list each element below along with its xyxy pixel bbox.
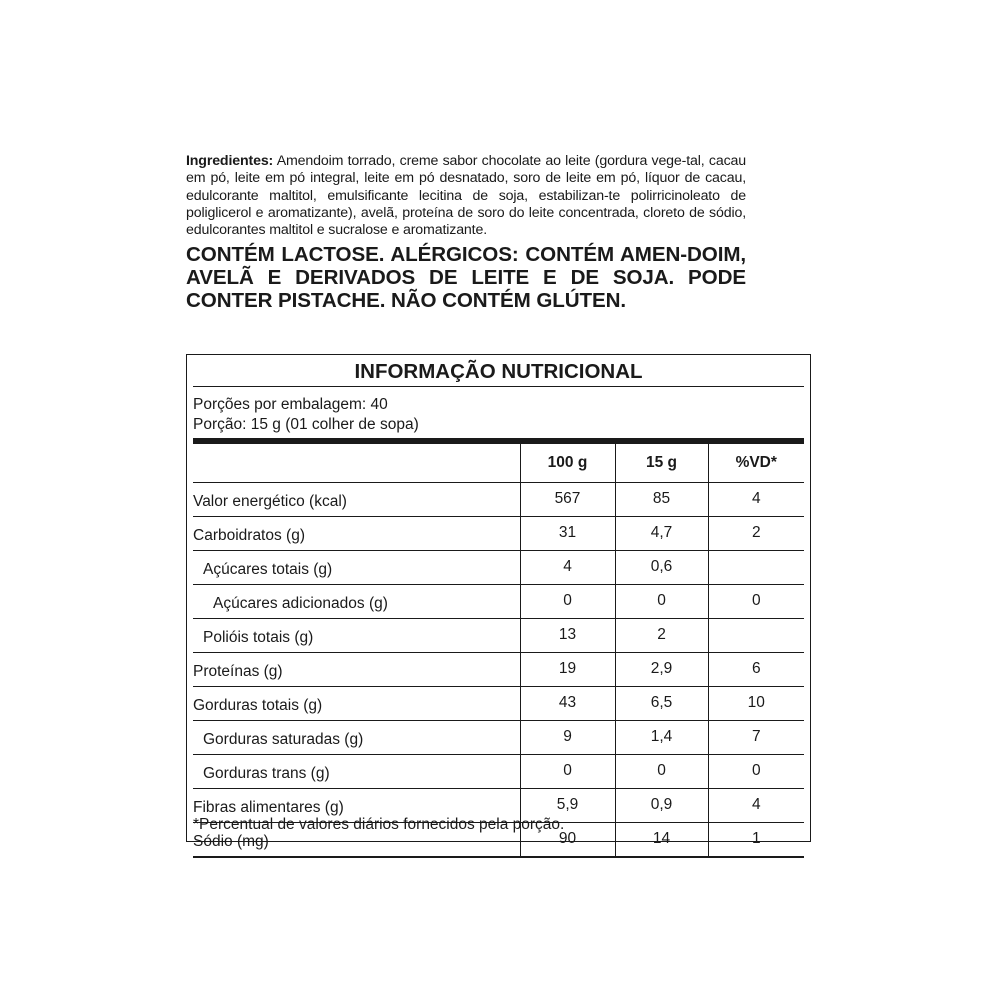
ingredients-block xyxy=(186,153,746,312)
value-daily-percent xyxy=(708,619,804,653)
ingredients-list: Amendoim torrado, creme sabor chocolate ao leite (gordura vege-tal, cacau em pó, leite em pó integral, leite em pó desnatado, soro de leite em pó, líquor de cacau, edulcorante maltitol, emulsificante lecitina de soja, estabilizan-te polirricinoleato de poliglicerol e aromatizante), avelã, proteína de soro do leite concentrada, cloreto de sódio, edulcorantes maltitol e sucralose e aromatizante. xyxy=(186,153,746,239)
value-per-serving: 14 xyxy=(615,823,708,858)
nutrition-title: INFORMAÇÃO NUTRICIONAL xyxy=(193,355,804,387)
nutrition-facts-panel xyxy=(186,354,811,850)
value-per-100g: 5,9 xyxy=(520,789,615,823)
nutrient-label: Carboidratos (g) xyxy=(193,517,520,551)
nutrient-label: Sódio (mg) xyxy=(193,823,520,858)
nutrient-label: Açúcares totais (g) xyxy=(193,551,520,585)
servings-per-package: Porções por embalagem: 40 xyxy=(193,396,388,413)
value-per-100g: 9 xyxy=(520,721,615,755)
ingredients-label: Ingredientes: xyxy=(186,153,274,169)
value-daily-percent: 4 xyxy=(708,483,804,517)
value-daily-percent: 0 xyxy=(708,585,804,619)
value-per-serving: 2,9 xyxy=(615,653,708,687)
serving-info xyxy=(193,395,419,435)
nutrition-table-body xyxy=(193,483,804,858)
value-per-100g: 567 xyxy=(520,483,615,517)
nutrient-label: Fibras alimentares (g) xyxy=(193,789,520,823)
value-daily-percent: 2 xyxy=(708,517,804,551)
table-row xyxy=(193,551,804,585)
table-row xyxy=(193,585,804,619)
header-daily-value: %VD* xyxy=(708,444,804,483)
nutrient-label: Açúcares adicionados (g) xyxy=(193,585,520,619)
nutrient-label: Polióis totais (g) xyxy=(193,619,520,653)
value-daily-percent: 1 xyxy=(708,823,804,858)
value-per-serving: 0,6 xyxy=(615,551,708,585)
value-per-100g: 0 xyxy=(520,755,615,789)
value-per-serving: 6,5 xyxy=(615,687,708,721)
table-row xyxy=(193,721,804,755)
value-per-100g: 13 xyxy=(520,619,615,653)
value-per-100g: 0 xyxy=(520,585,615,619)
header-per-100g: 100 g xyxy=(520,444,615,483)
value-per-serving: 0 xyxy=(615,585,708,619)
serving-size: Porção: 15 g (01 colher de sopa) xyxy=(193,416,419,433)
value-per-100g: 31 xyxy=(520,517,615,551)
value-per-serving: 0,9 xyxy=(615,789,708,823)
value-per-100g: 4 xyxy=(520,551,615,585)
value-daily-percent: 10 xyxy=(708,687,804,721)
value-daily-percent: 4 xyxy=(708,789,804,823)
nutrient-label: Gorduras totais (g) xyxy=(193,687,520,721)
table-row xyxy=(193,755,804,789)
table-header-row xyxy=(193,444,804,483)
table-row xyxy=(193,687,804,721)
nutrient-label: Proteínas (g) xyxy=(193,653,520,687)
header-per-serving: 15 g xyxy=(615,444,708,483)
value-per-serving: 2 xyxy=(615,619,708,653)
value-per-serving: 85 xyxy=(615,483,708,517)
nutrient-label: Valor energético (kcal) xyxy=(193,483,520,517)
allergen-warning: CONTÉM LACTOSE. ALÉRGICOS: CONTÉM AMEN-DOIM, AVELÃ E DERIVADOS DE LEITE E DE SOJA. PODE CONTER PISTACHE. NÃO CONTÉM GLÚTEN. xyxy=(186,243,746,313)
nutrient-label: Gorduras trans (g) xyxy=(193,755,520,789)
table-row xyxy=(193,483,804,517)
value-per-serving: 4,7 xyxy=(615,517,708,551)
table-row xyxy=(193,653,804,687)
value-daily-percent: 7 xyxy=(708,721,804,755)
value-daily-percent xyxy=(708,551,804,585)
value-daily-percent: 0 xyxy=(708,755,804,789)
footnote: *Percentual de valores diários fornecidos pela porção. xyxy=(193,816,565,833)
value-daily-percent: 6 xyxy=(708,653,804,687)
nutrition-table xyxy=(193,444,804,858)
nutrient-label: Gorduras saturadas (g) xyxy=(193,721,520,755)
header-nutrient xyxy=(193,444,520,483)
value-per-100g: 90 xyxy=(520,823,615,858)
table-row xyxy=(193,619,804,653)
value-per-serving: 0 xyxy=(615,755,708,789)
value-per-serving: 1,4 xyxy=(615,721,708,755)
table-row xyxy=(193,517,804,551)
value-per-100g: 43 xyxy=(520,687,615,721)
ingredients-text xyxy=(186,153,746,239)
value-per-100g: 19 xyxy=(520,653,615,687)
